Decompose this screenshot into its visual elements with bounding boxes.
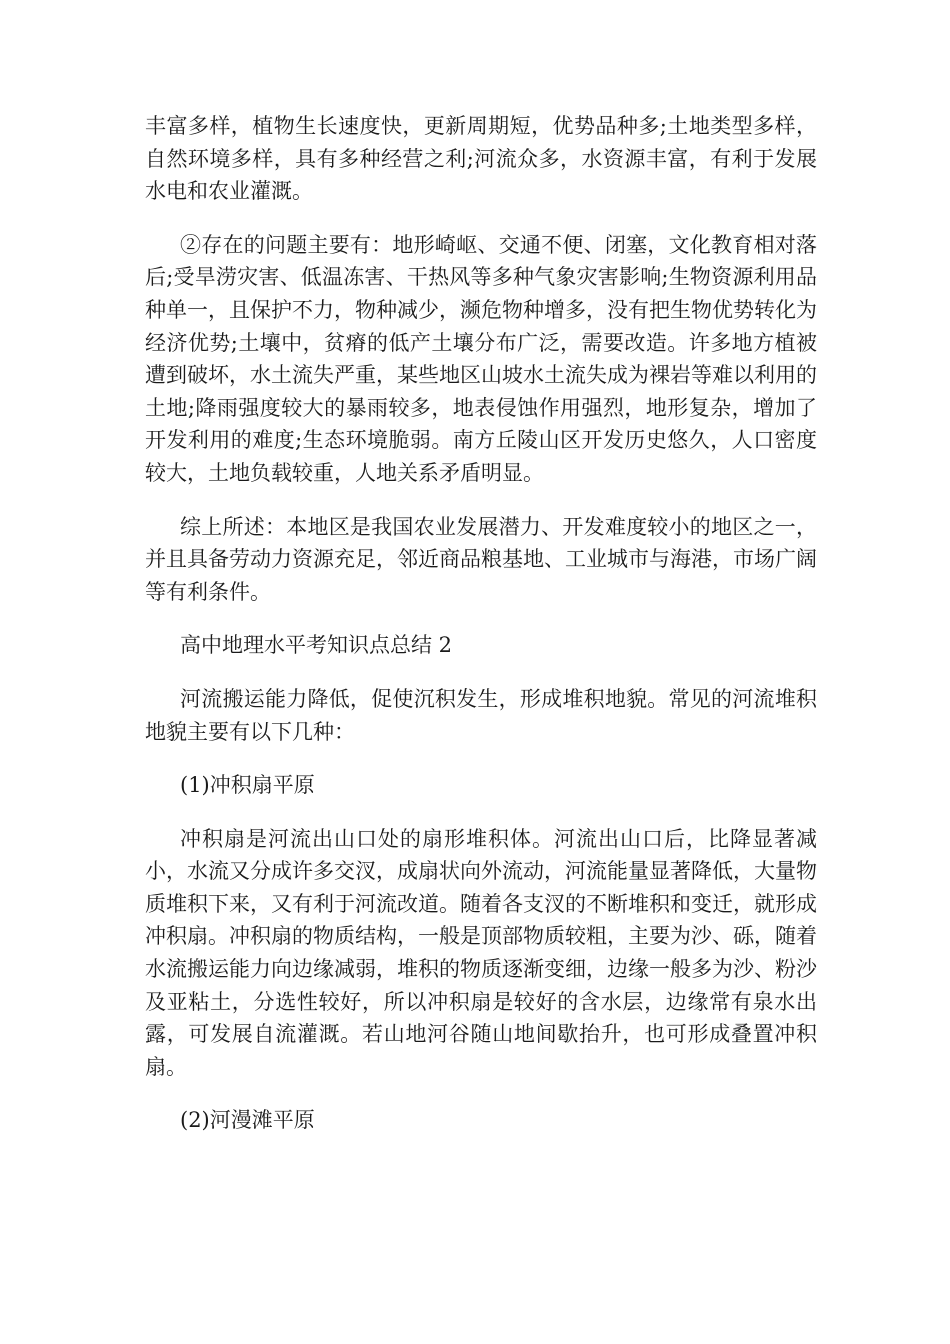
section-heading: 高中地理水平考知识点总结 2 — [180, 633, 453, 658]
paragraph-advantages-continued: 丰富多样，植物生长速度快，更新周期短，优势品种多;土地类型多样，自然环境多样，具有多种经营之利;河流众多，水资源丰富，有利于发展水电和农业灌溉。 — [145, 114, 817, 204]
subheading-floodplain: (2)河漫滩平原 — [180, 1108, 315, 1133]
paragraph-problems: ②存在的问题主要有：地形崎岖、交通不便、闭塞，文化教育相对落后;受旱涝灾害、低温冻害、干热风等多种气象灾害影响;生物资源利用品种单一，且保护不力，物种减少，濒危物种增多，没有把生物优势转化为经济优势;土壤中，贫瘠的低产土壤分布广泛，需要改造。许多地方植被遭到破坏，水土流失严重，某些地区山坡水土流失成为裸岩等难以利用的土地;降雨强度较大的暴雨较多，地表侵蚀作用强烈，地形复杂，增加了开发利用的难度;生态环境脆弱。南方丘陵山区开发历史悠久，人口密度较大，土地负载较重，人地关系矛盾明显。 — [145, 232, 817, 485]
paragraph-river-deposition: 河流搬运能力降低，促使沉积发生，形成堆积地貌。常见的河流堆积地貌主要有以下几种： — [145, 686, 817, 744]
paragraph-alluvial-fan: 冲积扇是河流出山口处的扇形堆积体。河流出山口后，比降显著减小，水流又分成许多交汊，成扇状向外流动，河流能量显著降低，大量物质堆积下来，又有利于河流改道。随着各支汊的不断堆积和变迁，就形成冲积扇。冲积扇的物质结构，一般是顶部物质较粗，主要为沙、砾，随着水流搬运能力向边缘减弱，堆积的物质逐渐变细，边缘一般多为沙、粉沙及亚粘土，分选性较好，所以冲积扇是较好的含水层，边缘常有泉水出露，可发展自流灌溉。若山地河谷随山地间歇抬升，也可形成叠置冲积扇。 — [145, 826, 817, 1079]
subheading-alluvial-fan: (1)冲积扇平原 — [180, 773, 315, 798]
document-page — [145, 110, 817, 1137]
paragraph-summary: 综上所述：本地区是我国农业发展潜力、开发难度较小的地区之一，并且具备劳动力资源充足，邻近商品粮基地、工业城市与海港，市场广阔等有利条件。 — [145, 514, 817, 604]
